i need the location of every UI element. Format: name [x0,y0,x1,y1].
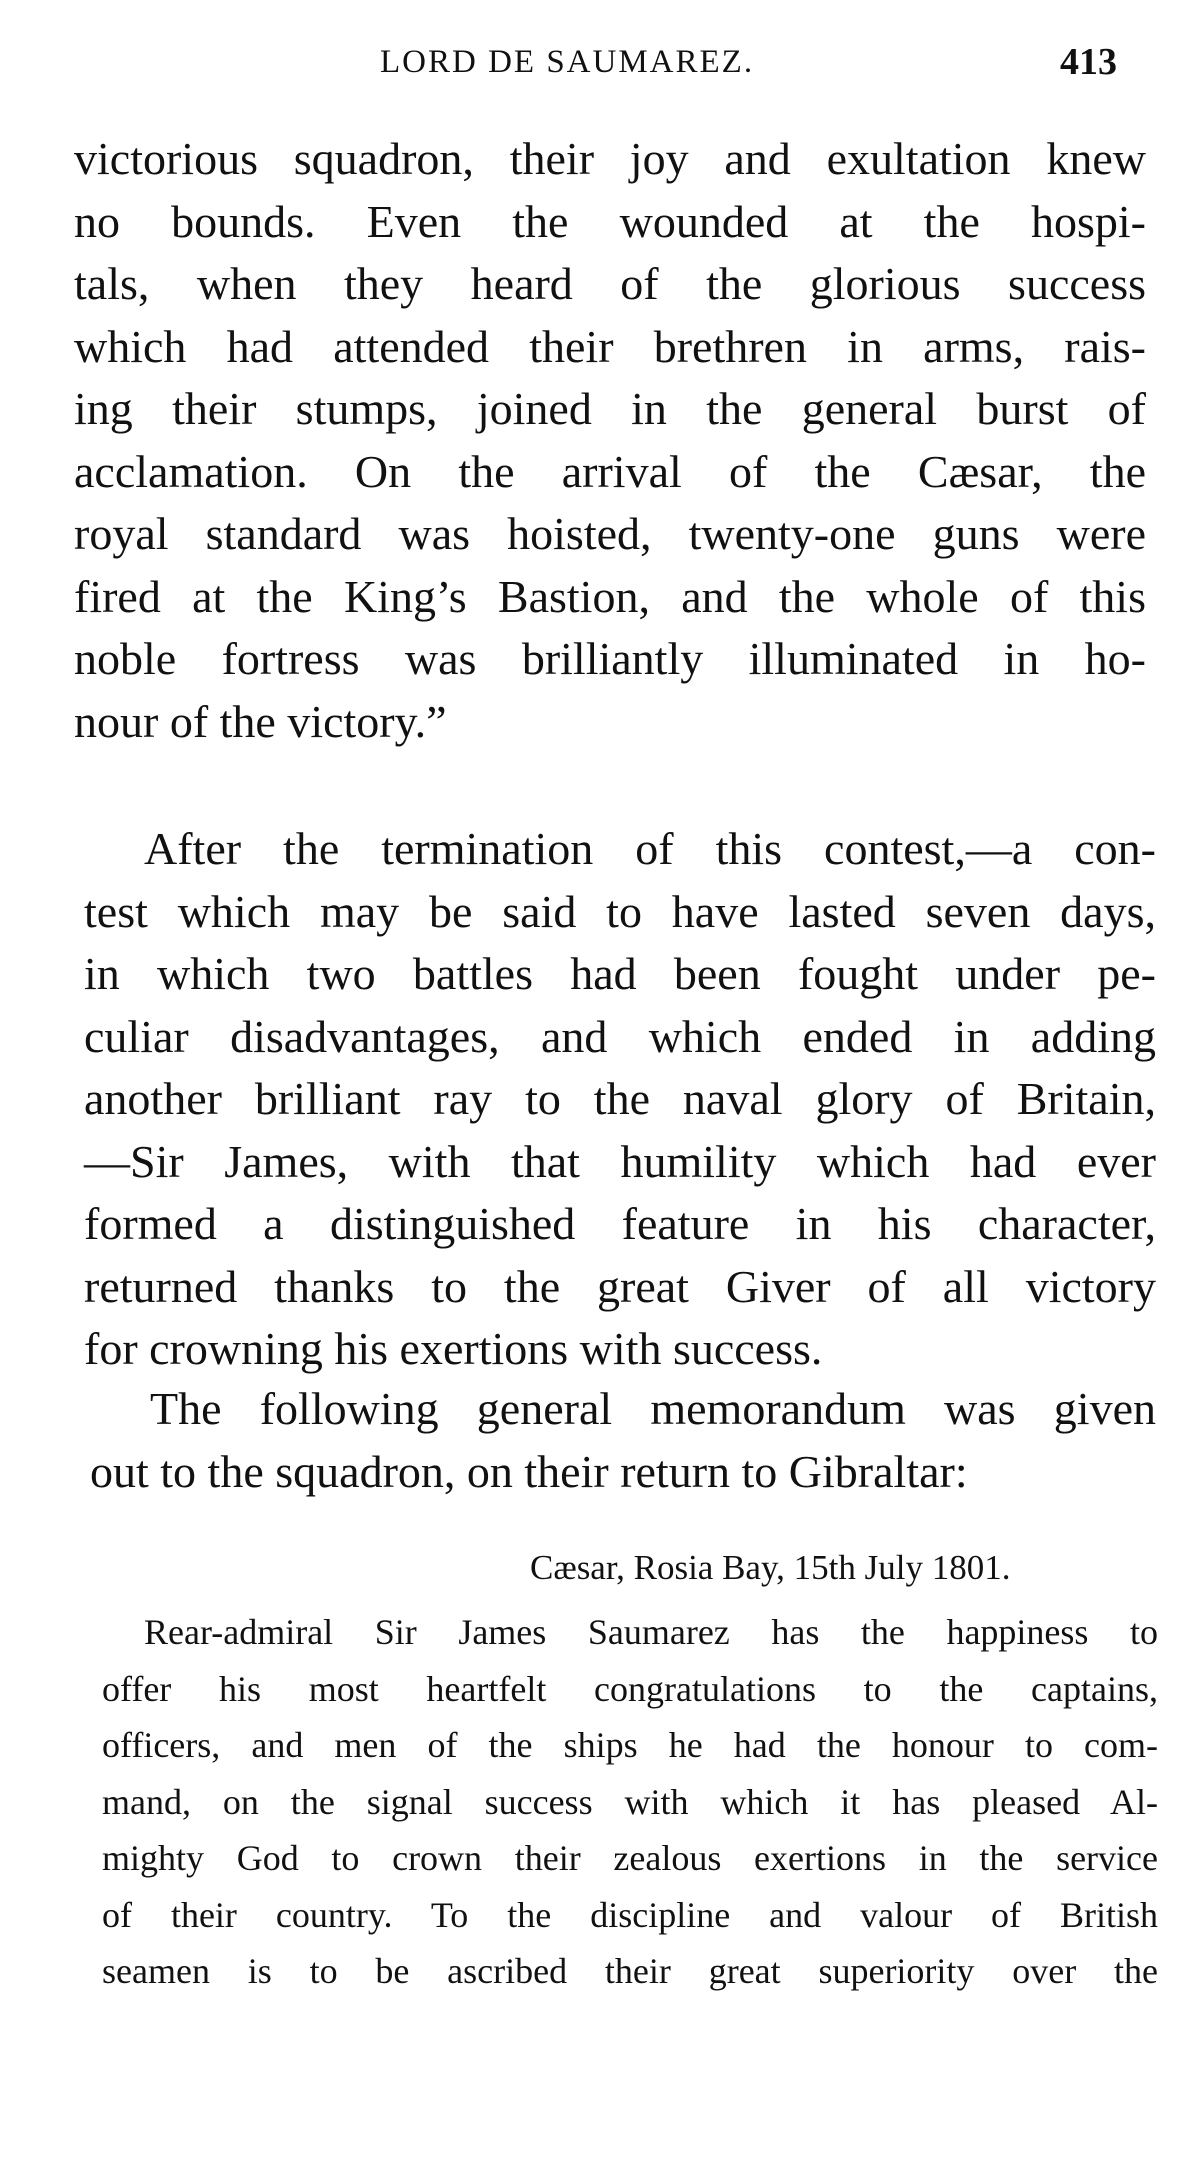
text-line: ing their stumps, joined in the general burst of [74,383,1146,434]
running-title: LORD DE SAUMAREZ. [380,44,755,80]
text-line: which had attended their brethren in arms, rais- [74,320,1146,372]
text-line: no bounds. Even the wounded at the hospi- [74,195,1146,247]
text-line: acclamation. On the arrival of the Cæsar, the [74,445,1146,497]
text-line: The following general memorandum was given [150,1383,1156,1434]
page-number: 413 [1060,41,1117,83]
text-line: noble fortress was brilliantly illuminated in ho- [74,633,1146,684]
text-line: test which may be said to have lasted seven days, [84,885,1156,937]
text-line: victorious squadron, their joy and exultation knew [74,133,1146,184]
text-line: for crowning his exertions with success. [84,1323,823,1374]
paragraph-continuation [74,128,1146,753]
memorandum-text [102,1604,1158,2000]
text-line: returned thanks to the great Giver of all victory [84,1260,1156,1312]
text-line: another brilliant ray to the naval glory of Britain, [84,1073,1156,1124]
text-line: formed a distinguished feature in his character, [84,1198,1156,1249]
paragraph-memorandum-intro [90,1378,1156,1503]
text-line: mand, on the signal success with which it has pleased Al- [102,1781,1158,1822]
text-line: fired at the King’s Bastion, and the whole of this [74,570,1146,622]
text-line: —Sir James, with that humility which had ever [84,1135,1156,1187]
memorandum-dateline: Cæsar, Rosia Bay, 15th July 1801. [530,1548,1011,1587]
text-line: out to the squadron, on their return to Gibraltar: [90,1445,968,1497]
text-line: offer his most heartfelt congratulations to the captains, [102,1668,1158,1709]
text-line: officers, and men of the ships he had the honour to com- [102,1725,1158,1765]
text-line: nour of the victory.” [74,695,447,747]
paragraph-termination [84,818,1156,1381]
text-line: culiar disadvantages, and which ended in adding [84,1010,1156,1062]
text-line: seamen is to be ascribed their great superiority over the [102,1951,1158,1991]
text-line: After the termination of this contest,—a con- [144,823,1156,874]
text-line: royal standard was hoisted, twenty-one guns were [74,508,1146,559]
text-line: in which two battles had been fought under pe- [84,948,1156,999]
text-line: tals, when they heard of the glorious success [74,258,1146,309]
text-line: mighty God to crown their zealous exertions in the service [102,1838,1158,1878]
text-line: Rear-admiral Sir James Saumarez has the happiness to [144,1612,1158,1652]
text-line: of their country. To the discipline and valour of British [102,1894,1158,1935]
running-head [0,41,1204,94]
